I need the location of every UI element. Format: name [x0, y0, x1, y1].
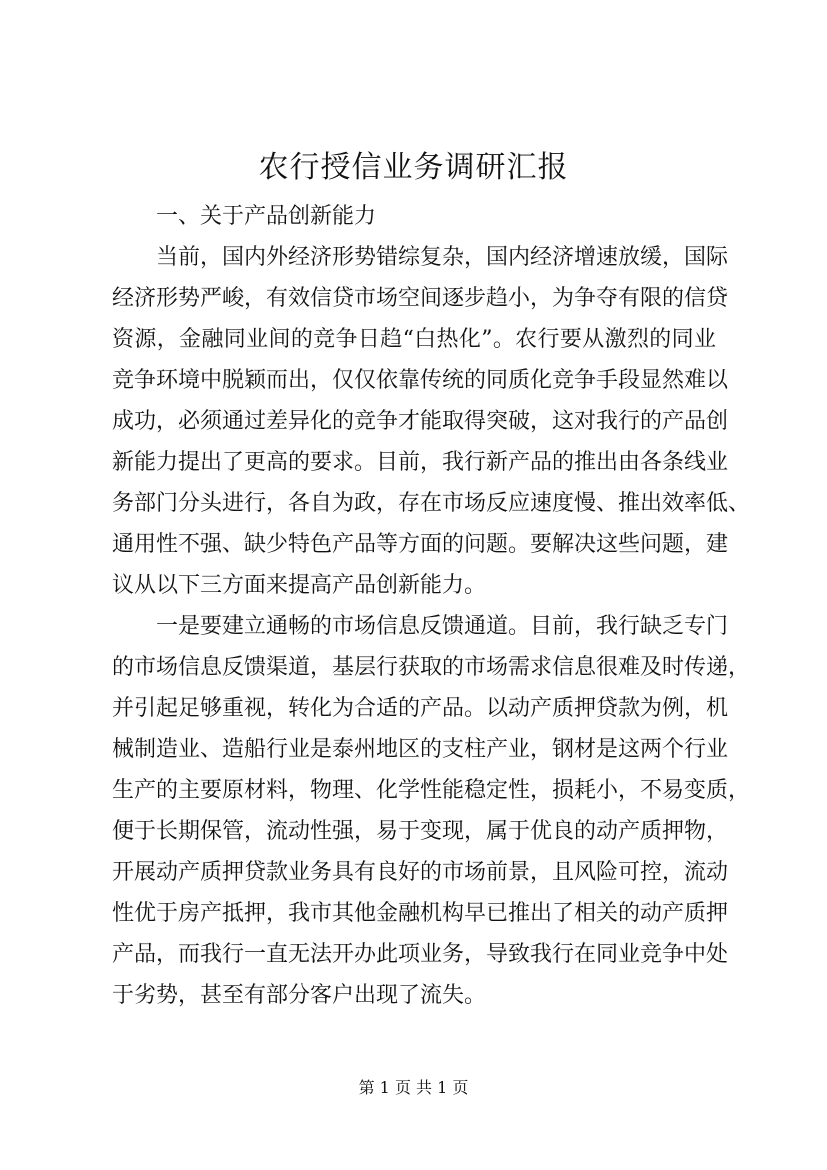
- paragraph-line: 资源，金融同业间的竞争日趋“白热化”。农行要从激烈的同业: [112, 327, 716, 352]
- paragraph-2: [112, 606, 751, 1016]
- paragraph-line: 成功，必须通过差异化的竞争才能取得突破，这对我行的产品创: [112, 409, 729, 434]
- paragraph-line: 产品，而我行一直无法开办此项业务，导致我行在同业竞争中处: [112, 942, 729, 967]
- paragraph-line: 性优于房产抵押，我市其他金融机构早已推出了相关的动产质押: [112, 901, 729, 926]
- paragraph-line: 开展动产质押贷款业务具有良好的市场前景，且风险可控，流动: [112, 860, 729, 885]
- paragraph-line: 械制造业、造船行业是泰州地区的支柱产业，钢材是这两个行业: [112, 737, 729, 762]
- paragraph-line: 当前，国内外经济形势错综复杂，国内经济增速放缓，国际: [156, 245, 729, 270]
- section-heading: 一、关于产品创新能力: [156, 204, 377, 229]
- paragraph-line: 通用性不强、缺少特色产品等方面的问题。要解决这些问题，建: [112, 532, 729, 557]
- page-footer: 第 1 页 共 1 页: [358, 1078, 469, 1097]
- document-title: 农行授信业务调研汇报: [258, 150, 569, 185]
- paragraph-line: 新能力提出了更高的要求。目前，我行新产品的推出由各条线业: [112, 450, 729, 475]
- paragraph-line: 的市场信息反馈渠道，基层行获取的市场需求信息很难及时传递，: [112, 655, 751, 680]
- paragraph-line: 于劣势，甚至有部分客户出现了流失。: [112, 983, 487, 1008]
- paragraph-line: 生产的主要原材料，物理、化学性能稳定性，损耗小，不易变质，: [112, 778, 751, 803]
- paragraph-line: 一是要建立通畅的市场信息反馈通道。目前，我行缺乏专门: [156, 614, 729, 639]
- paragraph-line: 竞争环境中脱颖而出，仅仅依靠传统的同质化竞争手段显然难以: [112, 368, 729, 393]
- paragraph-line: 并引起足够重视，转化为合适的产品。以动产质押贷款为例，机: [112, 696, 729, 721]
- paragraph-line: 经济形势严峻，有效信贷市场空间逐步趋小，为争夺有限的信贷: [112, 286, 729, 311]
- paragraph-line: 议从以下三方面来提高产品创新能力。: [112, 573, 487, 598]
- paragraph-line: 便于长期保管，流动性强，易于变现，属于优良的动产质押物，: [112, 819, 729, 844]
- document-body: [112, 196, 751, 1016]
- paragraph-1: [112, 237, 751, 606]
- paragraph-line: 务部门分头进行，各自为政，存在市场反应速度慢、推出效率低、: [112, 491, 751, 516]
